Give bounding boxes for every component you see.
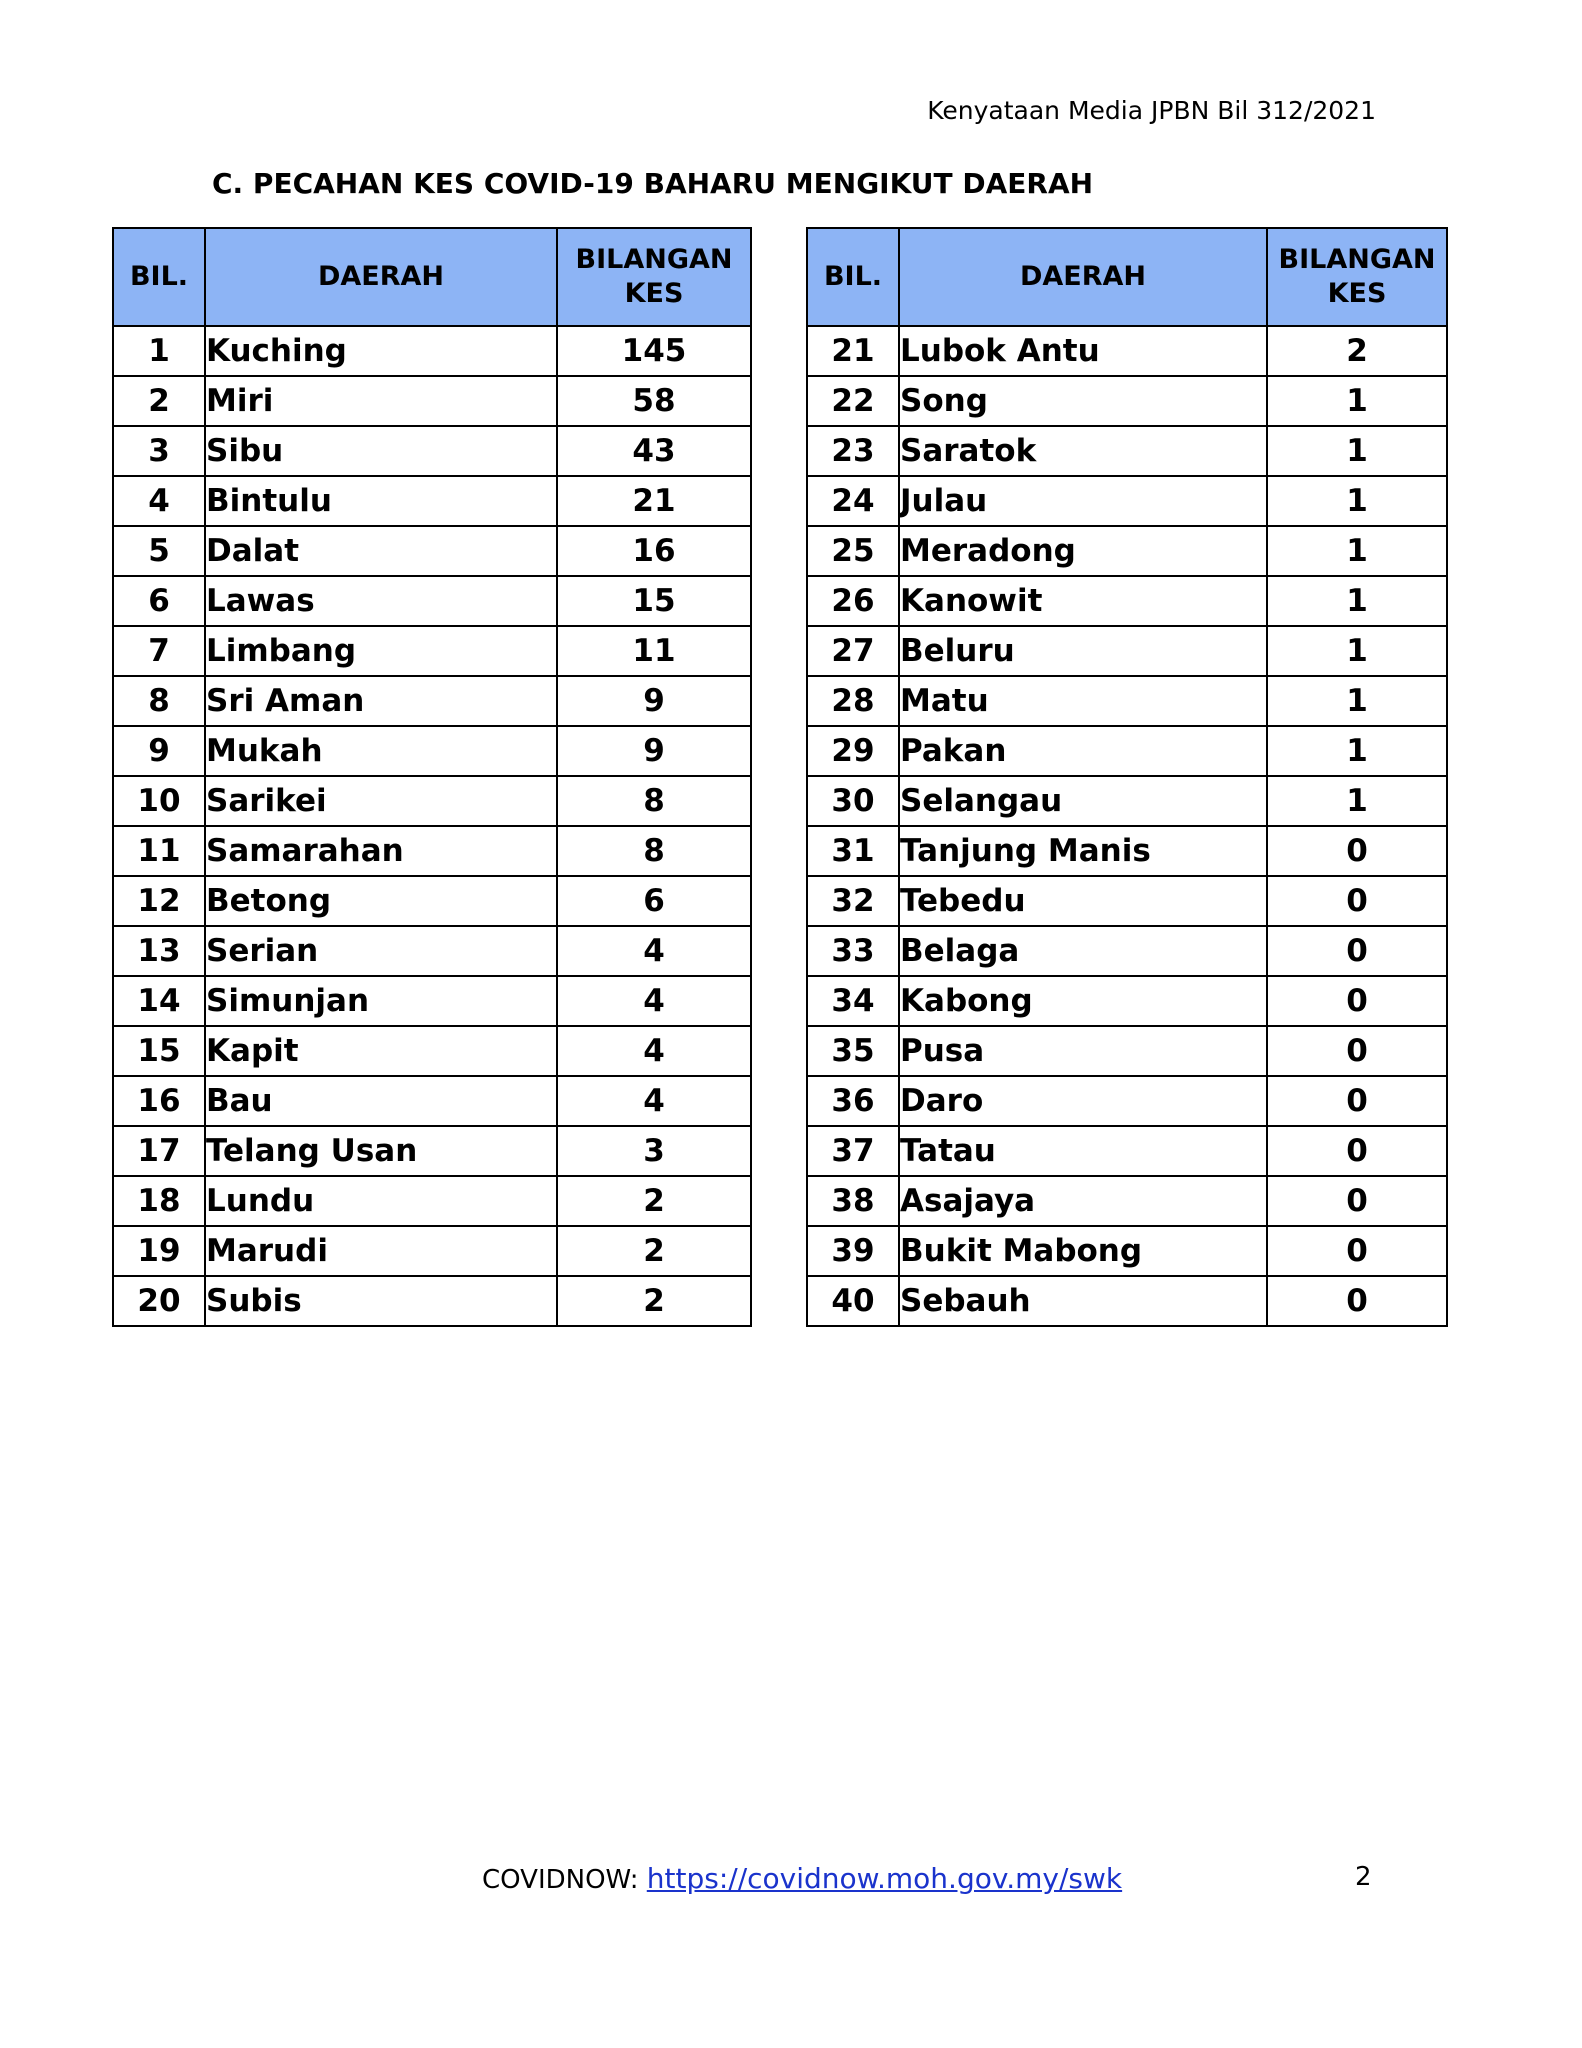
district-name: Marudi <box>205 1226 557 1276</box>
district-name: Tanjung Manis <box>899 826 1267 876</box>
row-number: 25 <box>807 526 899 576</box>
district-name: Lawas <box>205 576 557 626</box>
row-number: 19 <box>113 1226 205 1276</box>
district-name: Sarikei <box>205 776 557 826</box>
district-table-right <box>806 227 1448 1327</box>
row-number: 37 <box>807 1126 899 1176</box>
table-row <box>113 1226 751 1276</box>
case-count: 145 <box>557 326 751 376</box>
table-row <box>113 1126 751 1176</box>
case-count: 4 <box>557 1076 751 1126</box>
row-number: 4 <box>113 476 205 526</box>
district-name: Asajaya <box>899 1176 1267 1226</box>
row-number: 12 <box>113 876 205 926</box>
media-statement-reference: Kenyataan Media JPBN Bil 312/2021 <box>927 96 1376 125</box>
row-number: 21 <box>807 326 899 376</box>
district-name: Telang Usan <box>205 1126 557 1176</box>
case-count: 1 <box>1267 576 1447 626</box>
district-name: Mukah <box>205 726 557 776</box>
row-number: 17 <box>113 1126 205 1176</box>
table-row <box>807 1276 1447 1326</box>
row-number: 39 <box>807 1226 899 1276</box>
row-number: 29 <box>807 726 899 776</box>
table-row <box>807 676 1447 726</box>
case-count: 0 <box>1267 926 1447 976</box>
header-bil: BIL. <box>113 228 205 326</box>
table-row <box>807 726 1447 776</box>
row-number: 40 <box>807 1276 899 1326</box>
district-table-left <box>112 227 752 1327</box>
row-number: 36 <box>807 1076 899 1126</box>
district-name: Sri Aman <box>205 676 557 726</box>
district-name: Belaga <box>899 926 1267 976</box>
row-number: 10 <box>113 776 205 826</box>
case-count: 2 <box>557 1226 751 1276</box>
table-row <box>807 326 1447 376</box>
district-name: Samarahan <box>205 826 557 876</box>
district-name: Kapit <box>205 1026 557 1076</box>
row-number: 6 <box>113 576 205 626</box>
case-count: 2 <box>557 1176 751 1226</box>
district-name: Pusa <box>899 1026 1267 1076</box>
table-row <box>807 1226 1447 1276</box>
header-daerah: DAERAH <box>899 228 1267 326</box>
table-row <box>113 576 751 626</box>
row-number: 20 <box>113 1276 205 1326</box>
district-name: Lundu <box>205 1176 557 1226</box>
table-row <box>113 626 751 676</box>
header-bilangan-kes <box>557 228 751 326</box>
district-name: Beluru <box>899 626 1267 676</box>
district-name: Bintulu <box>205 476 557 526</box>
row-number: 23 <box>807 426 899 476</box>
header-kes: KES <box>1327 278 1387 309</box>
section-title: C. PECAHAN KES COVID-19 BAHARU MENGIKUT DAERAH <box>212 167 1094 200</box>
case-count: 1 <box>1267 626 1447 676</box>
row-number: 32 <box>807 876 899 926</box>
table-row <box>113 776 751 826</box>
row-number: 13 <box>113 926 205 976</box>
row-number: 16 <box>113 1076 205 1126</box>
district-name: Kanowit <box>899 576 1267 626</box>
district-name: Betong <box>205 876 557 926</box>
row-number: 14 <box>113 976 205 1026</box>
case-count: 4 <box>557 1026 751 1076</box>
case-count: 2 <box>1267 326 1447 376</box>
case-count: 4 <box>557 926 751 976</box>
footer-label: COVIDNOW: <box>482 1865 639 1895</box>
table-row <box>807 476 1447 526</box>
table-row <box>113 426 751 476</box>
case-count: 15 <box>557 576 751 626</box>
table-row <box>807 776 1447 826</box>
case-count: 16 <box>557 526 751 576</box>
case-count: 43 <box>557 426 751 476</box>
case-count: 11 <box>557 626 751 676</box>
table-row <box>807 576 1447 626</box>
table-header-row <box>807 228 1447 326</box>
row-number: 3 <box>113 426 205 476</box>
case-count: 1 <box>1267 676 1447 726</box>
case-count: 0 <box>1267 1126 1447 1176</box>
row-number: 30 <box>807 776 899 826</box>
case-count: 1 <box>1267 426 1447 476</box>
district-name: Bau <box>205 1076 557 1126</box>
row-number: 34 <box>807 976 899 1026</box>
table-row <box>113 976 751 1026</box>
header-bil: BIL. <box>807 228 899 326</box>
table-row <box>807 1026 1447 1076</box>
case-count: 0 <box>1267 976 1447 1026</box>
district-name: Simunjan <box>205 976 557 1026</box>
district-name: Selangau <box>899 776 1267 826</box>
table-row <box>113 476 751 526</box>
header-bilangan: BILANGAN <box>1278 244 1436 275</box>
table-row <box>113 1276 751 1326</box>
page-number: 2 <box>1355 1862 1372 1892</box>
district-name: Saratok <box>899 426 1267 476</box>
header-bilangan-kes <box>1267 228 1447 326</box>
case-count: 58 <box>557 376 751 426</box>
case-count: 1 <box>1267 526 1447 576</box>
case-count: 1 <box>1267 376 1447 426</box>
row-number: 27 <box>807 626 899 676</box>
table-row <box>807 1076 1447 1126</box>
row-number: 33 <box>807 926 899 976</box>
case-count: 2 <box>557 1276 751 1326</box>
header-daerah: DAERAH <box>205 228 557 326</box>
table-row <box>113 376 751 426</box>
district-name: Daro <box>899 1076 1267 1126</box>
row-number: 28 <box>807 676 899 726</box>
table-row <box>807 826 1447 876</box>
case-count: 6 <box>557 876 751 926</box>
case-count: 3 <box>557 1126 751 1176</box>
case-count: 0 <box>1267 1076 1447 1126</box>
row-number: 11 <box>113 826 205 876</box>
case-count: 0 <box>1267 1226 1447 1276</box>
district-name: Sebauh <box>899 1276 1267 1326</box>
table-header-row <box>113 228 751 326</box>
district-name: Kabong <box>899 976 1267 1026</box>
table-row <box>807 976 1447 1026</box>
district-name: Dalat <box>205 526 557 576</box>
district-name: Limbang <box>205 626 557 676</box>
district-name: Subis <box>205 1276 557 1326</box>
district-name: Julau <box>899 476 1267 526</box>
case-count: 1 <box>1267 476 1447 526</box>
district-name: Matu <box>899 676 1267 726</box>
table-row <box>113 676 751 726</box>
table-row <box>113 1076 751 1126</box>
case-count: 1 <box>1267 776 1447 826</box>
table-row <box>807 426 1447 476</box>
district-name: Kuching <box>205 326 557 376</box>
case-count: 0 <box>1267 1176 1447 1226</box>
footer <box>482 1862 1122 1895</box>
district-name: Meradong <box>899 526 1267 576</box>
case-count: 0 <box>1267 876 1447 926</box>
row-number: 1 <box>113 326 205 376</box>
district-name: Bukit Mabong <box>899 1226 1267 1276</box>
table-row <box>113 326 751 376</box>
row-number: 2 <box>113 376 205 426</box>
table-row <box>113 1026 751 1076</box>
table-row <box>113 526 751 576</box>
row-number: 22 <box>807 376 899 426</box>
header-kes: KES <box>624 278 684 309</box>
case-count: 1 <box>1267 726 1447 776</box>
case-count: 0 <box>1267 826 1447 876</box>
table-row <box>113 726 751 776</box>
case-count: 8 <box>557 776 751 826</box>
row-number: 18 <box>113 1176 205 1226</box>
table-row <box>807 1176 1447 1226</box>
row-number: 5 <box>113 526 205 576</box>
case-count: 21 <box>557 476 751 526</box>
row-number: 26 <box>807 576 899 626</box>
table-row <box>113 826 751 876</box>
row-number: 35 <box>807 1026 899 1076</box>
table-row <box>807 526 1447 576</box>
row-number: 9 <box>113 726 205 776</box>
case-count: 0 <box>1267 1276 1447 1326</box>
covidnow-link[interactable]: https://covidnow.moh.gov.my/swk <box>646 1862 1123 1895</box>
district-name: Miri <box>205 376 557 426</box>
table-row <box>113 926 751 976</box>
row-number: 38 <box>807 1176 899 1226</box>
district-name: Tebedu <box>899 876 1267 926</box>
row-number: 31 <box>807 826 899 876</box>
table-row <box>807 926 1447 976</box>
case-count: 8 <box>557 826 751 876</box>
district-name: Pakan <box>899 726 1267 776</box>
table-row <box>807 626 1447 676</box>
row-number: 24 <box>807 476 899 526</box>
case-count: 4 <box>557 976 751 1026</box>
table-row <box>807 876 1447 926</box>
table-row <box>807 376 1447 426</box>
case-count: 9 <box>557 676 751 726</box>
district-name: Lubok Antu <box>899 326 1267 376</box>
row-number: 15 <box>113 1026 205 1076</box>
case-count: 0 <box>1267 1026 1447 1076</box>
table-row <box>113 1176 751 1226</box>
district-name: Tatau <box>899 1126 1267 1176</box>
case-count: 9 <box>557 726 751 776</box>
district-name: Serian <box>205 926 557 976</box>
row-number: 7 <box>113 626 205 676</box>
header-bilangan: BILANGAN <box>575 244 733 275</box>
district-name: Sibu <box>205 426 557 476</box>
table-row <box>807 1126 1447 1176</box>
district-name: Song <box>899 376 1267 426</box>
row-number: 8 <box>113 676 205 726</box>
table-row <box>113 876 751 926</box>
